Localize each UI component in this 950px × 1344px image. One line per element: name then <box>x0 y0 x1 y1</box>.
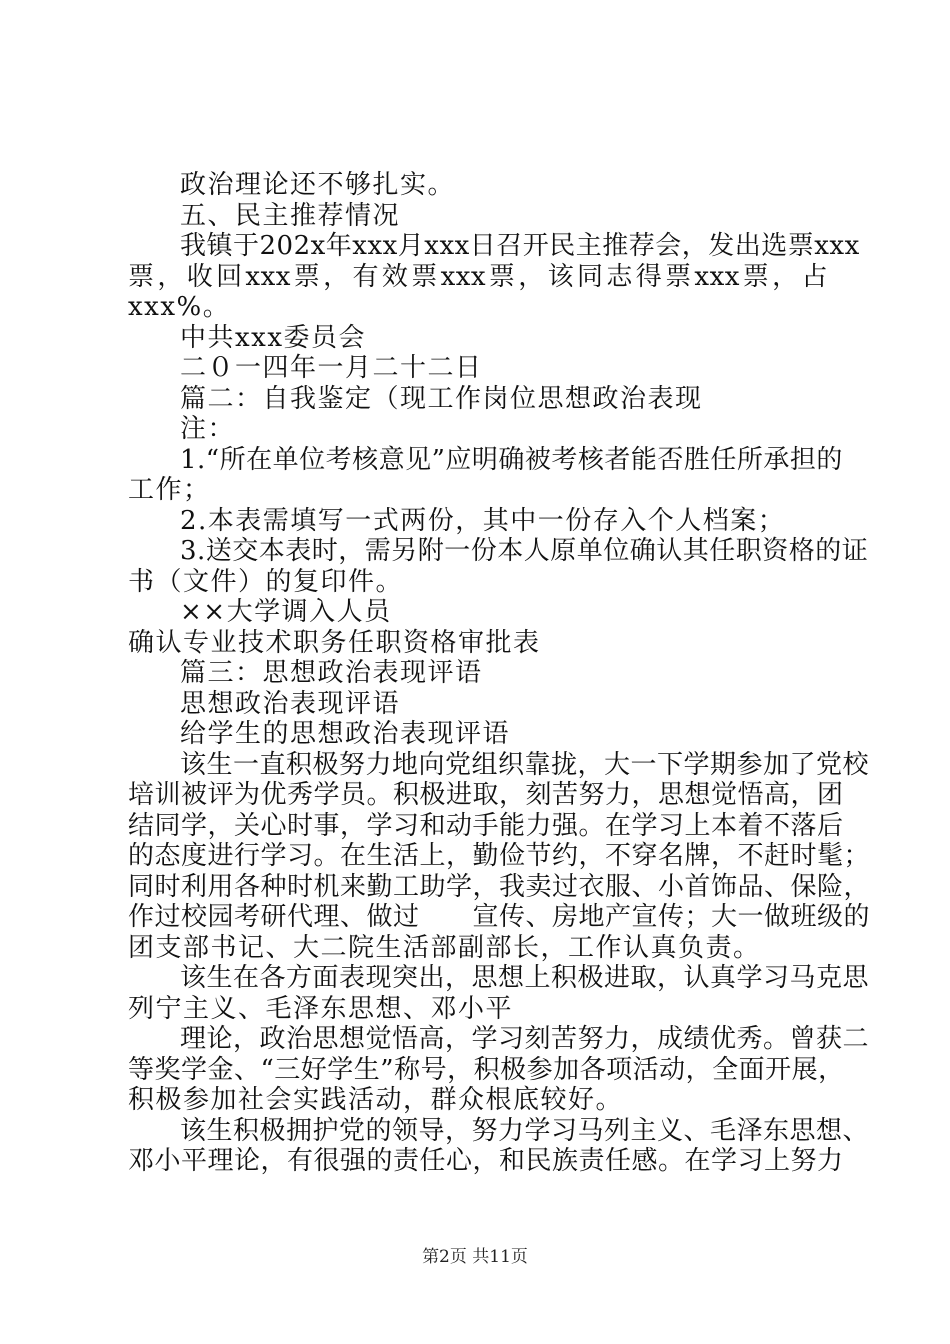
text-line: 团支部书记、大二院生活部副部长，工作认真负责。 <box>128 932 761 963</box>
sub-heading: 给学生的思想政治表现评语 <box>180 719 511 749</box>
text-line: 列宁主义、毛泽东思想、邓小平 <box>128 993 514 1024</box>
note-label: 注： <box>180 414 236 444</box>
note-item: 3.送交本表时，需另附一份本人原单位确认其任职资格的证 <box>180 536 869 566</box>
text-line: 该生在各方面表现突出，思想上积极进取，认真学习马克思 <box>180 963 870 993</box>
text-line: 票，收回xxx票，有效票xxx票，该同志得票xxx票，占 <box>128 261 828 292</box>
form-title: 确认专业技术职务任职资格审批表 <box>128 627 541 658</box>
form-title: ××大学调入人员 <box>180 597 392 627</box>
text-line: 该生一直积极努力地向党组织靠拢，大一下学期参加了党校 <box>180 749 870 780</box>
text-line: xxx%。 <box>128 292 231 322</box>
note-item: 书（文件）的复印件。 <box>128 566 404 597</box>
signature-date: 二０一四年一月二十二日 <box>180 353 483 383</box>
note-item: 2.本表需填写一式两份，其中一份存入个人档案； <box>180 505 786 536</box>
text-line: 培训被评为优秀学员。积极进取，刻苦努力，思想觉悟高，团 <box>128 780 844 810</box>
text-line: 政治理论还不够扎实。 <box>180 170 456 200</box>
text-line: 同时利用各种时机来勤工助学，我卖过衣服、小首饰品、保险， <box>128 871 871 902</box>
text-line: 理论，政治思想觉悟高，学习刻苦努力，成绩优秀。曾获二 <box>180 1024 870 1054</box>
text-line: 结同学，关心时事，学习和动手能力强。在学习上本着不落后 <box>128 810 844 841</box>
sub-heading: 思想政治表现评语 <box>180 688 401 719</box>
text-line: 等奖学金、“三好学生”称号，积极参加各项活动，全面开展， <box>128 1054 845 1085</box>
text-line: 我镇于202x年xxx月xxx日召开民主推荐会，发出选票xxx <box>180 231 860 261</box>
text-line: 的态度进行学习。在生活上，勤俭节约，不穿名牌，不赶时髦； <box>128 841 871 871</box>
chapter-heading: 篇三：思想政治表现评语 <box>180 658 483 688</box>
text-line: 作过校园考研代理、做过 宣传、房地产宣传；大一做班级的 <box>128 902 871 932</box>
signature-org: 中共xxx委员会 <box>180 322 366 353</box>
text-line: 积极参加社会实践活动，群众根底较好。 <box>128 1085 624 1115</box>
note-item: 工作； <box>128 475 211 505</box>
page-number-footer: 第2页 共11页 <box>422 1247 528 1267</box>
text-line: 邓小平理论，有很强的责任心，和民族责任感。在学习上努力 <box>128 1146 844 1176</box>
text-line: 该生积极拥护党的领导，努力学习马列主义、毛泽东思想、 <box>180 1115 870 1146</box>
document-body <box>128 170 871 1177</box>
chapter-heading: 篇二：自我鉴定（现工作岗位思想政治表现 <box>180 383 703 414</box>
section-heading: 五、民主推荐情况 <box>180 200 401 231</box>
note-item: 1.“所在单位考核意见”应明确被考核者能否胜任所承担的 <box>180 444 843 475</box>
